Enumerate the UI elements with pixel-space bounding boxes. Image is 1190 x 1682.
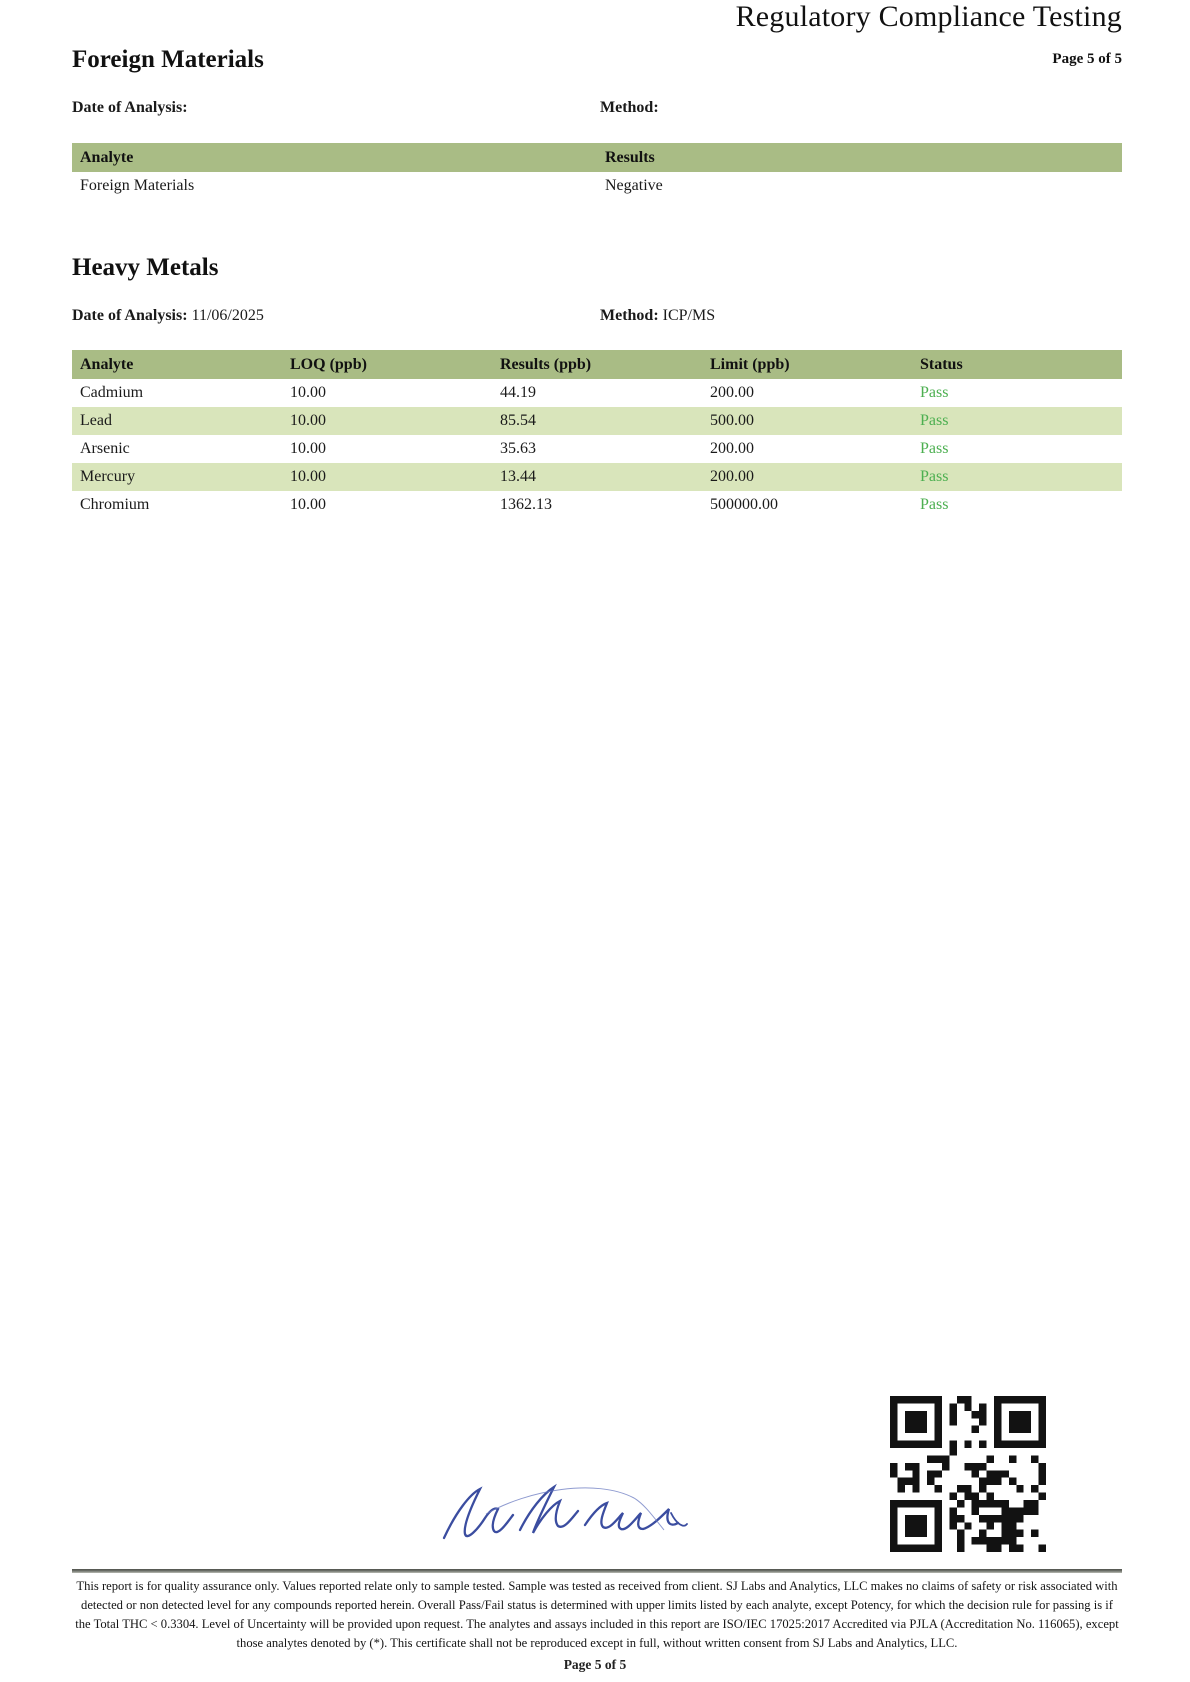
loq-cell: 10.00 <box>282 463 492 491</box>
foreign-materials-table <box>72 143 1122 200</box>
results-cell: 35.63 <box>492 435 702 463</box>
table-row <box>72 172 1122 200</box>
results-cell: 85.54 <box>492 407 702 435</box>
method-label: Method: <box>600 99 659 116</box>
limit-cell: 200.00 <box>702 435 912 463</box>
column-header-limit: Limit (ppb) <box>702 350 912 379</box>
table-row-chromium <box>72 491 1122 519</box>
status-cell: Pass <box>912 379 1122 407</box>
loq-cell: 10.00 <box>282 379 492 407</box>
column-header-results: Results (ppb) <box>492 350 702 379</box>
loq-cell: 10.00 <box>282 491 492 519</box>
results-cell: 13.44 <box>492 463 702 491</box>
analyte-cell: Cadmium <box>72 379 282 407</box>
analyte-cell: Chromium <box>72 491 282 519</box>
results-cell: 1362.13 <box>492 491 702 519</box>
foreign-materials-meta <box>72 99 1122 117</box>
document-title: Regulatory Compliance Testing <box>735 0 1122 33</box>
loq-cell: 10.00 <box>282 435 492 463</box>
column-header-results: Results <box>597 143 1122 172</box>
section-title-heavy-metals: Heavy Metals <box>72 254 219 281</box>
method-value: ICP/MS <box>662 307 716 324</box>
limit-cell: 500000.00 <box>702 491 912 519</box>
loq-cell: 10.00 <box>282 407 492 435</box>
qr-code-icon <box>890 1396 1046 1552</box>
method-label: Method: ICP/MS <box>600 307 716 324</box>
limit-cell: 500.00 <box>702 407 912 435</box>
column-header-analyte: Analyte <box>72 350 282 379</box>
status-cell: Pass <box>912 407 1122 435</box>
table-row-lead <box>72 407 1122 435</box>
results-cell: Negative <box>597 172 1122 200</box>
analyte-cell: Lead <box>72 407 282 435</box>
status-cell: Pass <box>912 491 1122 519</box>
section-title-foreign-materials: Foreign Materials <box>72 46 264 73</box>
heavy-metals-table <box>72 350 1122 519</box>
analyte-cell: Arsenic <box>72 435 282 463</box>
column-header-loq: LOQ (ppb) <box>282 350 492 379</box>
table-header-row <box>72 350 1122 379</box>
footer-divider <box>72 1569 1122 1573</box>
status-cell: Pass <box>912 463 1122 491</box>
footer-disclaimer: This report is for quality assurance only. Values reported relate only to sample tested. Sample was tested as received from client. SJ Labs and Analytics, LLC makes no claims of safety or risk associated with detected or non detected level for any compounds reported herein. Overall Pass/Fail status is determined with upper limits listed by each analyte, except Potency, for which the decision rule for passing is if the Total THC < 0.3304. Level of Uncertainty will be provided upon request. The analytes and assays included in this report are ISO/IEC 17025:2017 Accredited via PJLA (Accreditation No. 116065), except those analytes denoted by (*). This certificate shall not be reproduced except in full, without written consent from SJ Labs and Analytics, LLC. <box>75 1579 1119 1650</box>
table-row-mercury <box>72 463 1122 491</box>
column-header-status: Status <box>912 350 1122 379</box>
limit-cell: 200.00 <box>702 463 912 491</box>
date-of-analysis-value: 11/06/2025 <box>191 307 264 324</box>
page-number-top: Page 5 of 5 <box>1052 51 1122 67</box>
table-row-arsenic <box>72 435 1122 463</box>
table-row-cadmium <box>72 379 1122 407</box>
results-cell: 44.19 <box>492 379 702 407</box>
date-of-analysis-label: Date of Analysis: 11/06/2025 <box>72 307 264 324</box>
analyte-cell: Foreign Materials <box>72 172 597 200</box>
date-of-analysis-label: Date of Analysis: <box>72 99 188 116</box>
limit-cell: 200.00 <box>702 379 912 407</box>
table-header-row <box>72 143 1122 172</box>
status-cell: Pass <box>912 435 1122 463</box>
page-number-bottom: Page 5 of 5 <box>563 1657 627 1672</box>
signature-icon <box>428 1468 688 1552</box>
heavy-metals-meta <box>72 307 1122 325</box>
analyte-cell: Mercury <box>72 463 282 491</box>
column-header-analyte: Analyte <box>72 143 597 172</box>
